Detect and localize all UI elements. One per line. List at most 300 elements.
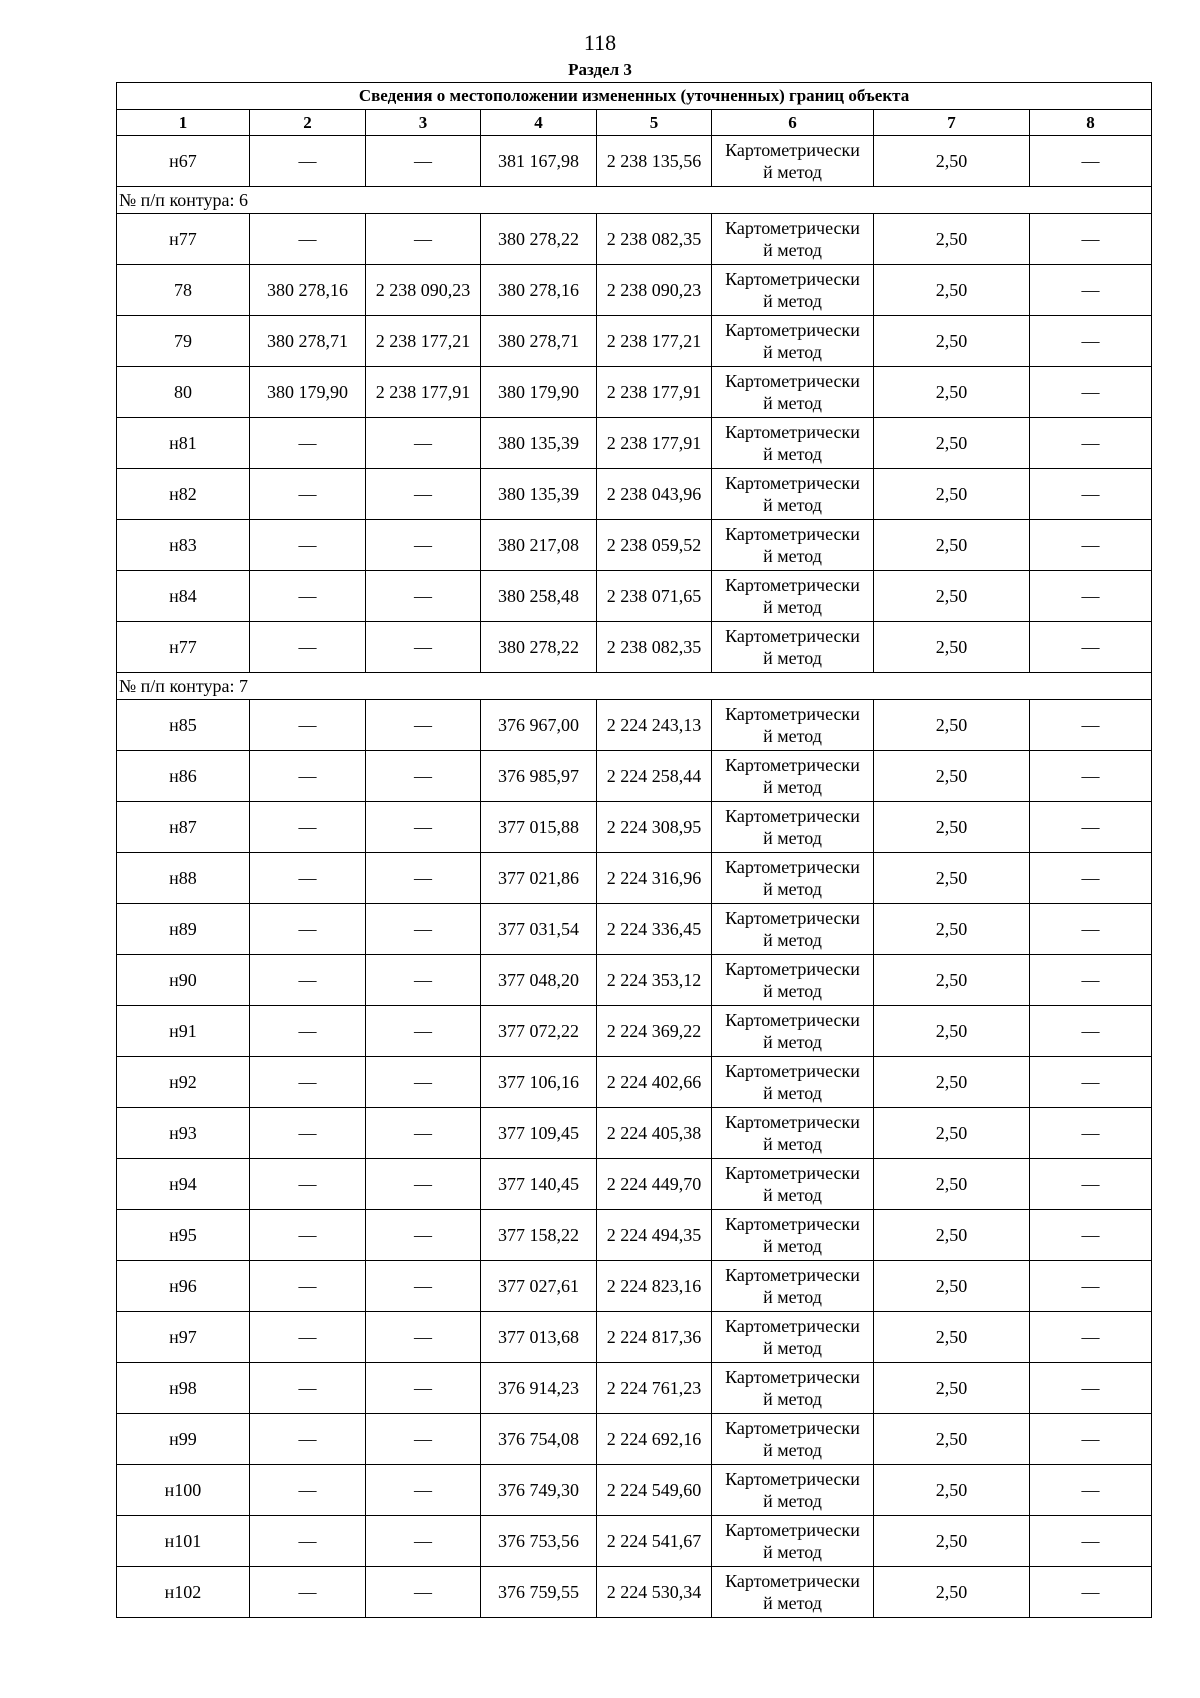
precision-cell: 2,50 <box>874 469 1030 520</box>
old-x-cell: 380 179,90 <box>250 367 366 418</box>
method-text-line2: й метод <box>763 1134 822 1154</box>
method-cell <box>712 571 874 622</box>
old-y-cell: — <box>366 1363 481 1414</box>
method-cell <box>712 955 874 1006</box>
precision-cell: 2,50 <box>874 853 1030 904</box>
old-x-cell: — <box>250 1516 366 1567</box>
method-text-line1: Картометрически <box>725 626 860 646</box>
contour-header-row <box>117 673 1152 700</box>
method-text-line1: Картометрически <box>725 1571 860 1591</box>
old-x-cell: — <box>250 853 366 904</box>
old-x-cell: — <box>250 1261 366 1312</box>
method-text-line2: й метод <box>763 291 822 311</box>
new-y-cell: 2 238 043,96 <box>597 469 712 520</box>
new-y-cell: 2 224 402,66 <box>597 1057 712 1108</box>
old-x-cell: — <box>250 214 366 265</box>
precision-cell: 2,50 <box>874 1312 1030 1363</box>
description-cell: — <box>1030 1057 1152 1108</box>
old-x-cell: — <box>250 1006 366 1057</box>
old-x-cell: — <box>250 1108 366 1159</box>
new-y-cell: 2 224 494,35 <box>597 1210 712 1261</box>
table-row <box>117 136 1152 187</box>
method-text-line2: й метод <box>763 1236 822 1256</box>
old-y-cell: — <box>366 802 481 853</box>
new-x-cell: 376 985,97 <box>481 751 597 802</box>
point-number-cell: н91 <box>117 1006 250 1057</box>
new-x-cell: 377 072,22 <box>481 1006 597 1057</box>
table-row <box>117 520 1152 571</box>
table-row <box>117 1159 1152 1210</box>
precision-cell: 2,50 <box>874 1261 1030 1312</box>
table-row <box>117 955 1152 1006</box>
new-y-cell: 2 224 549,60 <box>597 1465 712 1516</box>
new-x-cell: 381 167,98 <box>481 136 597 187</box>
method-text-line2: й метод <box>763 342 822 362</box>
point-number-cell: н94 <box>117 1159 250 1210</box>
method-cell <box>712 316 874 367</box>
method-text-line1: Картометрически <box>725 755 860 775</box>
description-cell: — <box>1030 751 1152 802</box>
method-cell <box>712 853 874 904</box>
method-cell <box>712 700 874 751</box>
old-y-cell: — <box>366 700 481 751</box>
old-y-cell: — <box>366 1159 481 1210</box>
method-cell <box>712 418 874 469</box>
method-text-line1: Картометрически <box>725 218 860 238</box>
method-text-line1: Картометрически <box>725 422 860 442</box>
method-text-line2: й метод <box>763 597 822 617</box>
method-text-line2: й метод <box>763 495 822 515</box>
new-y-cell: 2 238 082,35 <box>597 214 712 265</box>
method-text-line1: Картометрически <box>725 1265 860 1285</box>
description-cell: — <box>1030 853 1152 904</box>
new-x-cell: 376 759,55 <box>481 1567 597 1618</box>
description-cell: — <box>1030 1567 1152 1618</box>
table-row <box>117 1261 1152 1312</box>
old-x-cell: — <box>250 700 366 751</box>
table-row <box>117 802 1152 853</box>
column-number: 7 <box>874 110 1030 136</box>
old-y-cell: — <box>366 1312 481 1363</box>
precision-cell: 2,50 <box>874 1108 1030 1159</box>
description-cell: — <box>1030 1006 1152 1057</box>
new-y-cell: 2 238 090,23 <box>597 265 712 316</box>
new-x-cell: 377 109,45 <box>481 1108 597 1159</box>
new-x-cell: 380 278,22 <box>481 214 597 265</box>
precision-cell: 2,50 <box>874 418 1030 469</box>
precision-cell: 2,50 <box>874 1159 1030 1210</box>
old-y-cell: — <box>366 1108 481 1159</box>
new-x-cell: 376 749,30 <box>481 1465 597 1516</box>
table-row <box>117 418 1152 469</box>
description-cell: — <box>1030 1210 1152 1261</box>
description-cell: — <box>1030 469 1152 520</box>
column-number-row <box>117 110 1152 136</box>
precision-cell: 2,50 <box>874 1414 1030 1465</box>
description-cell: — <box>1030 904 1152 955</box>
method-text-line1: Картометрически <box>725 269 860 289</box>
section-title: Раздел 3 <box>568 60 632 79</box>
column-number: 3 <box>366 110 481 136</box>
method-cell <box>712 1567 874 1618</box>
old-y-cell: 2 238 177,21 <box>366 316 481 367</box>
table-caption: Сведения о местоположении измененных (уточненных) границ объекта <box>117 83 1152 110</box>
column-number: 1 <box>117 110 250 136</box>
precision-cell: 2,50 <box>874 802 1030 853</box>
method-cell <box>712 904 874 955</box>
method-cell <box>712 1465 874 1516</box>
old-x-cell: — <box>250 622 366 673</box>
table-row <box>117 1057 1152 1108</box>
old-x-cell: — <box>250 904 366 955</box>
table-row <box>117 700 1152 751</box>
method-text-line1: Картометрически <box>725 1520 860 1540</box>
old-x-cell: — <box>250 751 366 802</box>
boundary-coordinates-table <box>116 82 1152 1618</box>
method-text-line1: Картометрически <box>725 371 860 391</box>
new-x-cell: 380 179,90 <box>481 367 597 418</box>
new-y-cell: 2 224 823,16 <box>597 1261 712 1312</box>
method-cell <box>712 802 874 853</box>
method-text-line2: й метод <box>763 930 822 950</box>
method-text-line1: Картометрически <box>725 704 860 724</box>
method-text-line2: й метод <box>763 240 822 260</box>
old-y-cell: — <box>366 904 481 955</box>
method-text-line1: Картометрически <box>725 857 860 877</box>
point-number-cell: н84 <box>117 571 250 622</box>
old-x-cell: — <box>250 1057 366 1108</box>
old-x-cell: — <box>250 955 366 1006</box>
table-row <box>117 469 1152 520</box>
method-cell <box>712 214 874 265</box>
method-text-line1: Картометрически <box>725 1163 860 1183</box>
contour-label: № п/п контура: 6 <box>117 187 1152 214</box>
method-cell <box>712 1159 874 1210</box>
new-x-cell: 377 140,45 <box>481 1159 597 1210</box>
new-y-cell: 2 224 530,34 <box>597 1567 712 1618</box>
table-row <box>117 1108 1152 1159</box>
new-x-cell: 377 013,68 <box>481 1312 597 1363</box>
new-y-cell: 2 224 353,12 <box>597 955 712 1006</box>
method-cell <box>712 136 874 187</box>
new-y-cell: 2 224 308,95 <box>597 802 712 853</box>
precision-cell: 2,50 <box>874 571 1030 622</box>
table-row <box>117 1312 1152 1363</box>
column-number: 4 <box>481 110 597 136</box>
method-text-line1: Картометрически <box>725 1112 860 1132</box>
point-number-cell: н81 <box>117 418 250 469</box>
precision-cell: 2,50 <box>874 1465 1030 1516</box>
method-text-line2: й метод <box>763 1338 822 1358</box>
method-text-line2: й метод <box>763 1593 822 1613</box>
precision-cell: 2,50 <box>874 955 1030 1006</box>
old-x-cell: — <box>250 469 366 520</box>
old-y-cell: — <box>366 1567 481 1618</box>
table-row <box>117 571 1152 622</box>
method-cell <box>712 1006 874 1057</box>
precision-cell: 2,50 <box>874 316 1030 367</box>
point-number-cell: н95 <box>117 1210 250 1261</box>
precision-cell: 2,50 <box>874 700 1030 751</box>
method-cell <box>712 1363 874 1414</box>
precision-cell: 2,50 <box>874 265 1030 316</box>
new-x-cell: 380 278,22 <box>481 622 597 673</box>
point-number-cell: н99 <box>117 1414 250 1465</box>
method-cell <box>712 1057 874 1108</box>
point-number-cell: 80 <box>117 367 250 418</box>
point-number-cell: н90 <box>117 955 250 1006</box>
old-y-cell: — <box>366 520 481 571</box>
old-y-cell: 2 238 177,91 <box>366 367 481 418</box>
old-y-cell: 2 238 090,23 <box>366 265 481 316</box>
point-number-cell: н88 <box>117 853 250 904</box>
precision-cell: 2,50 <box>874 136 1030 187</box>
old-x-cell: — <box>250 520 366 571</box>
point-number-cell: н85 <box>117 700 250 751</box>
table-row <box>117 1414 1152 1465</box>
old-y-cell: — <box>366 418 481 469</box>
precision-cell: 2,50 <box>874 1210 1030 1261</box>
method-text-line2: й метод <box>763 777 822 797</box>
method-text-line2: й метод <box>763 828 822 848</box>
new-x-cell: 377 027,61 <box>481 1261 597 1312</box>
description-cell: — <box>1030 1516 1152 1567</box>
method-cell <box>712 622 874 673</box>
old-y-cell: — <box>366 214 481 265</box>
method-text-line1: Картометрически <box>725 908 860 928</box>
method-text-line1: Картометрически <box>725 1316 860 1336</box>
description-cell: — <box>1030 571 1152 622</box>
description-cell: — <box>1030 316 1152 367</box>
old-x-cell: — <box>250 1567 366 1618</box>
contour-label: № п/п контура: 7 <box>117 673 1152 700</box>
point-number-cell: н86 <box>117 751 250 802</box>
old-y-cell: — <box>366 853 481 904</box>
old-y-cell: — <box>366 751 481 802</box>
description-cell: — <box>1030 1261 1152 1312</box>
new-y-cell: 2 224 541,67 <box>597 1516 712 1567</box>
precision-cell: 2,50 <box>874 1057 1030 1108</box>
method-text-line1: Картометрически <box>725 1367 860 1387</box>
method-text-line2: й метод <box>763 1440 822 1460</box>
table-row <box>117 1516 1152 1567</box>
method-text-line2: й метод <box>763 879 822 899</box>
method-text-line2: й метод <box>763 648 822 668</box>
old-y-cell: — <box>366 136 481 187</box>
point-number-cell: н67 <box>117 136 250 187</box>
method-text-line1: Картометрически <box>725 1061 860 1081</box>
method-cell <box>712 367 874 418</box>
point-number-cell: н83 <box>117 520 250 571</box>
old-x-cell: — <box>250 418 366 469</box>
old-y-cell: — <box>366 1006 481 1057</box>
precision-cell: 2,50 <box>874 1006 1030 1057</box>
table-row <box>117 316 1152 367</box>
new-y-cell: 2 224 336,45 <box>597 904 712 955</box>
method-text-line2: й метод <box>763 1491 822 1511</box>
new-y-cell: 2 224 369,22 <box>597 1006 712 1057</box>
new-x-cell: 376 967,00 <box>481 700 597 751</box>
new-x-cell: 377 021,86 <box>481 853 597 904</box>
point-number-cell: н96 <box>117 1261 250 1312</box>
new-y-cell: 2 224 692,16 <box>597 1414 712 1465</box>
new-y-cell: 2 224 243,13 <box>597 700 712 751</box>
point-number-cell: н102 <box>117 1567 250 1618</box>
old-y-cell: — <box>366 571 481 622</box>
description-cell: — <box>1030 622 1152 673</box>
new-y-cell: 2 238 177,91 <box>597 367 712 418</box>
precision-cell: 2,50 <box>874 751 1030 802</box>
table-row <box>117 622 1152 673</box>
method-text-line1: Картометрически <box>725 140 860 160</box>
new-x-cell: 377 015,88 <box>481 802 597 853</box>
column-number: 8 <box>1030 110 1152 136</box>
method-text-line1: Картометрически <box>725 1418 860 1438</box>
table-body <box>117 83 1152 1618</box>
description-cell: — <box>1030 802 1152 853</box>
method-text-line2: й метод <box>763 1542 822 1562</box>
method-text-line1: Картометрически <box>725 524 860 544</box>
old-y-cell: — <box>366 955 481 1006</box>
method-text-line2: й метод <box>763 546 822 566</box>
old-y-cell: — <box>366 1414 481 1465</box>
new-x-cell: 377 158,22 <box>481 1210 597 1261</box>
method-cell <box>712 520 874 571</box>
method-cell <box>712 1261 874 1312</box>
precision-cell: 2,50 <box>874 1567 1030 1618</box>
precision-cell: 2,50 <box>874 904 1030 955</box>
precision-cell: 2,50 <box>874 1516 1030 1567</box>
point-number-cell: н101 <box>117 1516 250 1567</box>
contour-header-row <box>117 187 1152 214</box>
new-y-cell: 2 238 177,21 <box>597 316 712 367</box>
new-x-cell: 380 217,08 <box>481 520 597 571</box>
table-row <box>117 751 1152 802</box>
method-text-line2: й метод <box>763 1032 822 1052</box>
method-cell <box>712 1516 874 1567</box>
new-y-cell: 2 224 316,96 <box>597 853 712 904</box>
method-text-line1: Картометрически <box>725 473 860 493</box>
description-cell: — <box>1030 700 1152 751</box>
point-number-cell: н100 <box>117 1465 250 1516</box>
table-row <box>117 1363 1152 1414</box>
new-x-cell: 376 754,08 <box>481 1414 597 1465</box>
old-x-cell: — <box>250 1465 366 1516</box>
old-x-cell: — <box>250 1210 366 1261</box>
point-number-cell: н93 <box>117 1108 250 1159</box>
description-cell: — <box>1030 1159 1152 1210</box>
table-row <box>117 1567 1152 1618</box>
point-number-cell: н89 <box>117 904 250 955</box>
point-number-cell: н97 <box>117 1312 250 1363</box>
method-text-line2: й метод <box>763 1083 822 1103</box>
description-cell: — <box>1030 1363 1152 1414</box>
old-y-cell: — <box>366 1210 481 1261</box>
table-row <box>117 904 1152 955</box>
point-number-cell: 79 <box>117 316 250 367</box>
new-x-cell: 377 048,20 <box>481 955 597 1006</box>
precision-cell: 2,50 <box>874 367 1030 418</box>
new-y-cell: 2 238 071,65 <box>597 571 712 622</box>
new-y-cell: 2 224 761,23 <box>597 1363 712 1414</box>
method-cell <box>712 469 874 520</box>
description-cell: — <box>1030 265 1152 316</box>
old-x-cell: — <box>250 136 366 187</box>
description-cell: — <box>1030 367 1152 418</box>
method-text-line1: Картометрически <box>725 1214 860 1234</box>
old-x-cell: — <box>250 1363 366 1414</box>
old-y-cell: — <box>366 1465 481 1516</box>
new-x-cell: 377 106,16 <box>481 1057 597 1108</box>
method-cell <box>712 1108 874 1159</box>
new-y-cell: 2 238 177,91 <box>597 418 712 469</box>
column-number: 6 <box>712 110 874 136</box>
method-text-line1: Картометрически <box>725 806 860 826</box>
method-text-line2: й метод <box>763 1185 822 1205</box>
column-number: 2 <box>250 110 366 136</box>
precision-cell: 2,50 <box>874 214 1030 265</box>
description-cell: — <box>1030 520 1152 571</box>
new-x-cell: 380 278,16 <box>481 265 597 316</box>
method-text-line1: Картометрически <box>725 1010 860 1030</box>
new-y-cell: 2 238 135,56 <box>597 136 712 187</box>
new-y-cell: 2 238 082,35 <box>597 622 712 673</box>
new-x-cell: 376 753,56 <box>481 1516 597 1567</box>
table-row <box>117 1465 1152 1516</box>
old-x-cell: — <box>250 1159 366 1210</box>
new-y-cell: 2 224 449,70 <box>597 1159 712 1210</box>
table-row <box>117 265 1152 316</box>
old-x-cell: 380 278,16 <box>250 265 366 316</box>
table-row <box>117 1006 1152 1057</box>
old-y-cell: — <box>366 622 481 673</box>
point-number-cell: н77 <box>117 622 250 673</box>
description-cell: — <box>1030 955 1152 1006</box>
old-y-cell: — <box>366 1516 481 1567</box>
table-row <box>117 367 1152 418</box>
method-text-line1: Картометрически <box>725 1469 860 1489</box>
new-y-cell: 2 224 405,38 <box>597 1108 712 1159</box>
old-x-cell: — <box>250 1414 366 1465</box>
old-y-cell: — <box>366 1057 481 1108</box>
method-text-line1: Картометрически <box>725 959 860 979</box>
point-number-cell: н77 <box>117 214 250 265</box>
new-x-cell: 380 278,71 <box>481 316 597 367</box>
new-x-cell: 377 031,54 <box>481 904 597 955</box>
method-cell <box>712 1414 874 1465</box>
point-number-cell: н87 <box>117 802 250 853</box>
table-row <box>117 1210 1152 1261</box>
description-cell: — <box>1030 214 1152 265</box>
old-y-cell: — <box>366 469 481 520</box>
new-y-cell: 2 224 817,36 <box>597 1312 712 1363</box>
new-x-cell: 380 135,39 <box>481 469 597 520</box>
table-row <box>117 853 1152 904</box>
description-cell: — <box>1030 1108 1152 1159</box>
method-cell <box>712 1312 874 1363</box>
precision-cell: 2,50 <box>874 1363 1030 1414</box>
method-text-line2: й метод <box>763 1389 822 1409</box>
table-caption-row <box>117 83 1152 110</box>
old-x-cell: 380 278,71 <box>250 316 366 367</box>
point-number-cell: н98 <box>117 1363 250 1414</box>
new-x-cell: 380 135,39 <box>481 418 597 469</box>
method-text-line2: й метод <box>763 162 822 182</box>
description-cell: — <box>1030 1312 1152 1363</box>
method-cell <box>712 265 874 316</box>
method-text-line2: й метод <box>763 726 822 746</box>
precision-cell: 2,50 <box>874 622 1030 673</box>
